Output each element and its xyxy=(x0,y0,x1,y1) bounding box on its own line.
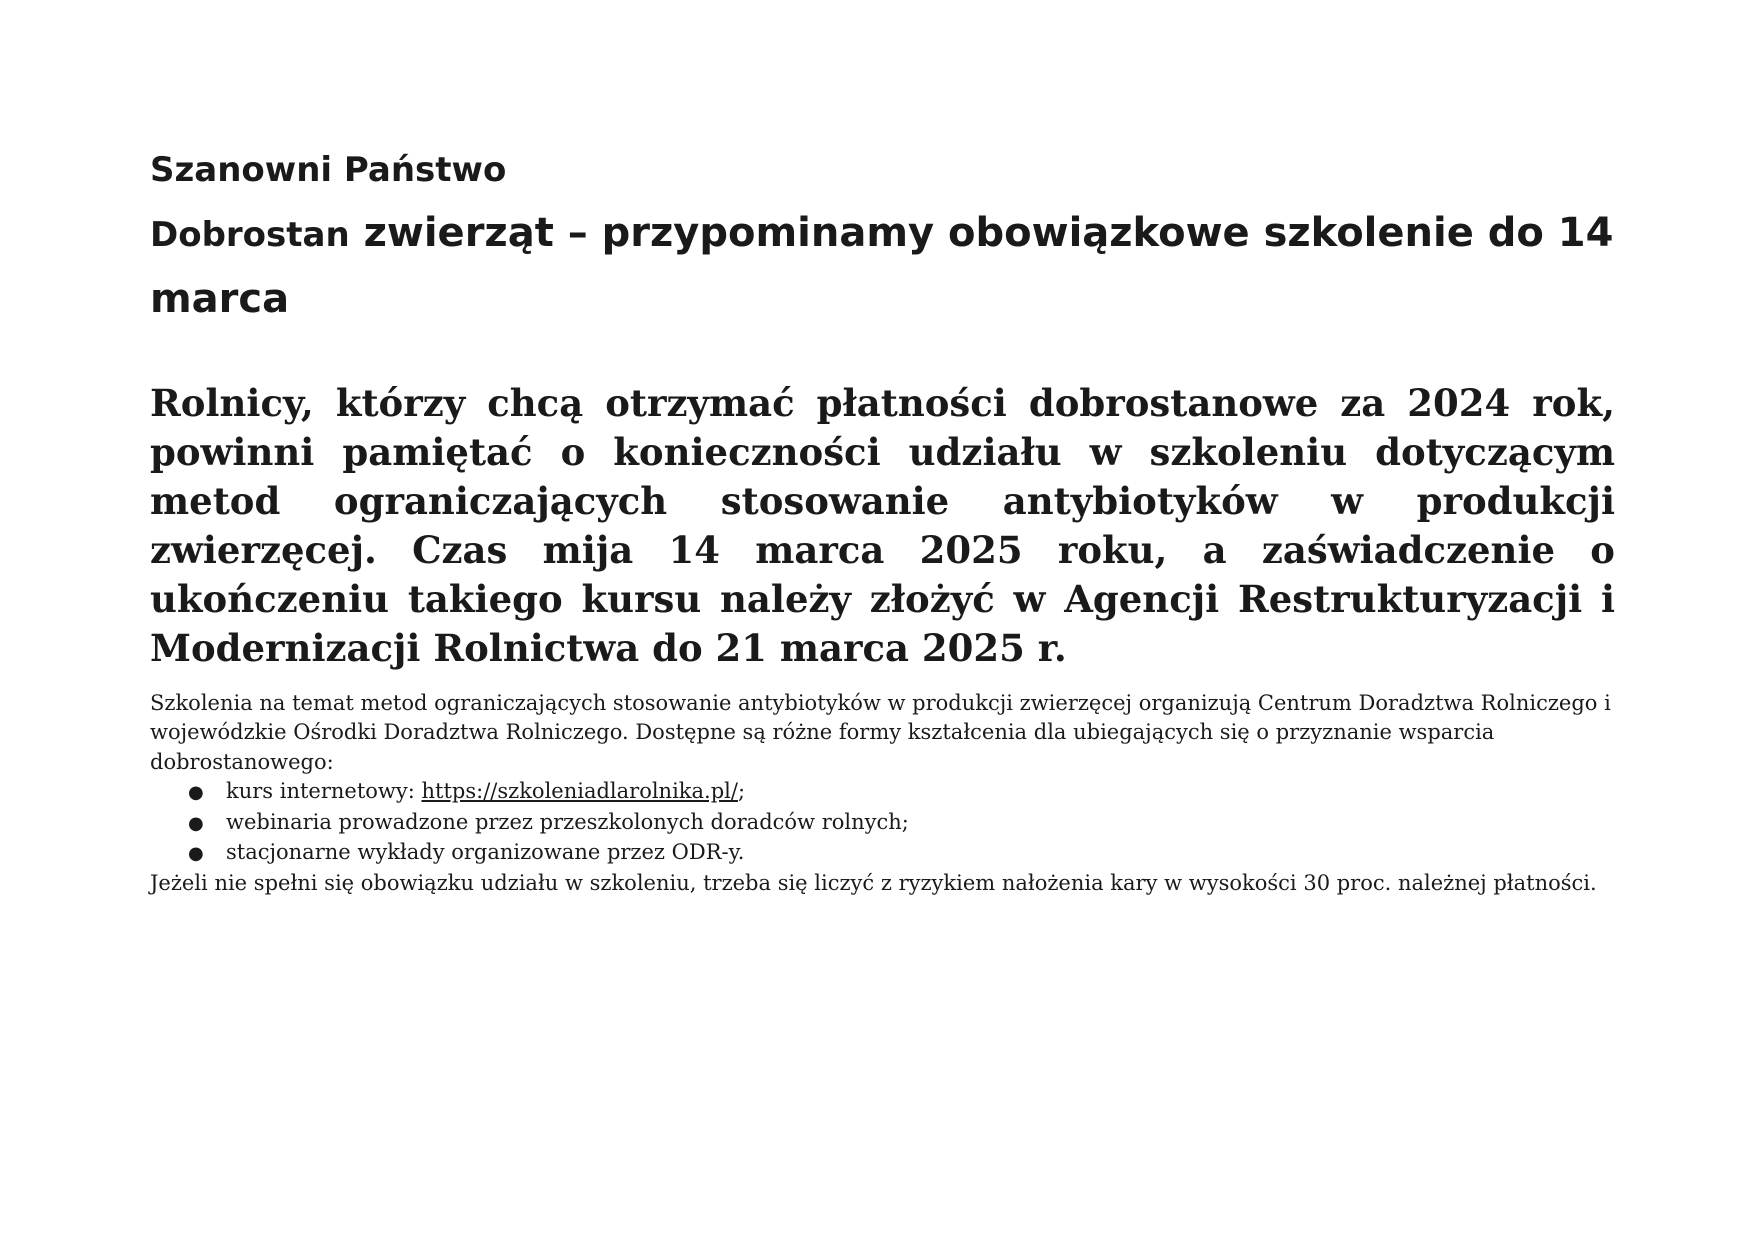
document-page xyxy=(150,150,1615,898)
bullet-dot-icon: ● xyxy=(188,843,204,865)
headline-rest: zwierząt – przypominamy obowiązkowe szkolenie do 14 marca xyxy=(150,209,1614,322)
list-item xyxy=(188,808,1615,839)
list-item xyxy=(188,777,1615,808)
bullet-dot-icon: ● xyxy=(188,782,204,804)
list-item-prefix: kurs internetowy: xyxy=(226,779,422,804)
course-link[interactable]: https://szkoleniadlarolnika.pl/ xyxy=(421,779,738,804)
list-item-text xyxy=(226,777,745,807)
intro-paragraph: Szkolenia na temat metod ograniczających stosowanie antybiotyków w produkcji zwierzęcej organizują Centrum Doradztwa Rolniczego i wojewódzkie Ośrodki Doradztwa Rolniczego. Dostępne są różne formy kształcenia dla ubiegających się o przyznanie wsparcia dobrostanowego: xyxy=(150,690,1611,774)
bullet-dot-icon: ● xyxy=(188,812,204,834)
headline xyxy=(150,201,1615,331)
list-item-text: stacjonarne wykłady organizowane przez ODR-y. xyxy=(226,840,745,865)
training-forms-list xyxy=(150,777,1615,869)
greeting: Szanowni Państwo xyxy=(150,150,507,190)
list-item-suffix: ; xyxy=(737,779,746,804)
headline-lead-word: Dobrostan xyxy=(150,214,350,255)
closing-paragraph: Jeżeli nie spełni się obowiązku udziału w szkoleniu, trzeba się liczyć z ryzykiem nałożenia kary w wysokości 30 proc. należnej płatności. xyxy=(150,870,1597,895)
lede-paragraph: Rolnicy, którzy chcą otrzymać płatności dobrostanowe za 2024 rok, powinni pamiętać o konieczności udziału w szkoleniu dotyczącym metod ograniczających stosowanie antybiotyków w produkcji zwierzęcej. Czas mija 14 marca 2025 roku, a zaświadczenie o ukończeniu takiego kursu należy złożyć w Agencji Restrukturyzacji i Modernizacji Rolnictwa do 21 marca 2025 r. xyxy=(150,380,1615,670)
list-item xyxy=(188,838,1615,869)
list-item-text: webinaria prowadzone przez przeszkolonych doradców rolnych; xyxy=(226,809,909,834)
